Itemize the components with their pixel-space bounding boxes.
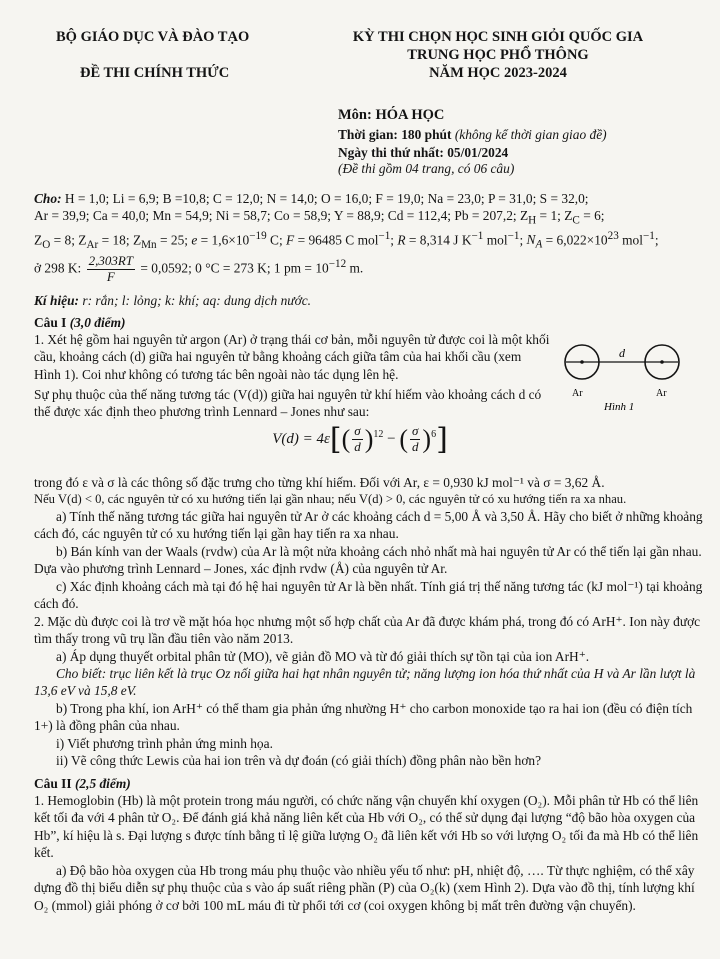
subject-line: Môn: HÓA HỌC	[338, 107, 445, 123]
official-exam-label: ĐỀ THI CHÍNH THỨC	[80, 65, 230, 81]
figure-1-argon-atoms	[560, 336, 700, 414]
question-1-part-a: a) Tính thế năng tương tác giữa hai nguyên tử Ar ở các khoảng cách d = 5,00 Å và 3,50 Å. Hãy cho biết ở những khoảng cách đó, các nguyên tử có xu hướng tiến lại gần hay tiến ra xa nhau.	[34, 509, 703, 542]
time-line: Thời gian: 180 phút (không kể thời gian giao đề)	[338, 127, 607, 142]
question-1-heading: Câu I (3,0 điểm)	[34, 315, 126, 330]
subject-name: HÓA HỌC	[375, 107, 445, 123]
question-2-part-a: a) Độ bão hòa oxygen của Hb trong máu phụ thuộc vào nhiều yếu tố như: pH, nhiệt độ, …. Từ thực nghiệm, có thể xây dựng đồ thị biểu diễn sự phụ thuộc của s vào áp suất riêng phần (P) của O₂(k) (xem Hình 2). Dựa vào đồ thị, tính lượng khí O₂ (mmol) giải phóng ở cơ bởi 100 mL máu đi từ phổi tới cơ (coi oxygen không bị mất trên đường vận chuyển).	[34, 863, 695, 913]
distance-label: d	[619, 346, 625, 360]
question-1-item-2b-ii: ii) Vẽ công thức Lewis của hai ion trên và dự đoán (có giải thích) đồng phân nào bền hơn?	[56, 753, 542, 768]
exam-title-2: TRUNG HỌC PHỔ THÔNG	[407, 47, 589, 63]
atom-center-right	[660, 360, 664, 364]
lennard-jones-equation: V(d) = 4ε[( $\frac{\sigma}{d}$ )$^{12}$ − ( $\frac{\sigma}{d}$ )$^6$]	[272, 422, 448, 457]
question-1-item-2a: a) Áp dụng thuyết orbital phân tử (MO), vẽ giản đồ MO và từ đó giải thích sự tồn tại của ion ArH⁺.	[56, 649, 590, 664]
exam-title-1: KỲ THI CHỌN HỌC SINH GIỎI QUỐC GIA	[352, 29, 644, 45]
question-1-paragraph-4: Nếu V(d) < 0, các nguyên tử có xu hướng tiến lại gần nhau; nếu V(d) > 0, các nguyên tử có xu hướng tiến ra xa nhau.	[34, 492, 627, 506]
figure-1-caption: Hình 1	[604, 401, 635, 413]
ministry-name: BỘ GIÁO DỤC VÀ ĐÀO TẠO	[56, 29, 250, 45]
question-1-part-b: b) Bán kính van der Waals (rvdw) của Ar là một nửa khoảng cách nhỏ nhất mà hai nguyên tử Ar có thể tiến lại gần nhau. Dựa vào phương trình Lennard – Jones, xác định rvdw (Å) của nguyên tử Ar.	[34, 544, 702, 577]
question-2-heading: Câu II (2,5 điểm)	[34, 776, 131, 791]
pages-note: (Đề thi gồm 04 trang, có 06 câu)	[338, 161, 515, 176]
nernst-fraction: $\frac{2,303RT}{F}$	[88, 253, 134, 285]
question-1-item-2a-note: Cho biết: trục liên kết là trục Oz nối giữa hai hạt nhân nguyên tử; năng lượng ion hóa thứ nhất của H và Ar lần lượt là 13,6 eV và 15,8 eV.	[34, 666, 696, 699]
question-1-item-2b: b) Trong pha khí, ion ArH⁺ có thể tham gia phản ứng nhường H⁺ cho carbon monoxide tạo ra hai ion (đều có điện tích 1+) là đồng phân của nhau.	[34, 701, 693, 734]
question-2-paragraph-1: 1. Hemoglobin (Hb) là một protein trong máu người, có chức năng vận chuyển khí oxygen (O₂). Mỗi phân tử Hb có thể liên kết tối đa với 4 phân tử O₂. Để đánh giá khả năng liên kết của Hb với O₂, có thể sử dụng đại lượng “độ bão hòa oxygen của Hb”, kí hiệu là s. Đại lượng s được tính bằng tỉ lệ giữa lượng O₂ đã liên kết với Hb so với lượng O₂ tối đa mà Hb có thể liên kết.	[34, 793, 699, 861]
question-1-part-c: c) Xác định khoảng cách mà tại đó hệ hai nguyên tử Ar là bền nhất. Tính giá trị thế năng tương tác (kJ mol⁻¹) tại khoảng cách đó.	[34, 579, 703, 612]
question-1-item-2: 2. Mặc dù được coi là trơ về mặt hóa học nhưng một số hợp chất của Ar đã được khám phá, trong đó có ArH⁺. Ion này được tìm thấy trong vũ trụ lần đầu tiên vào năm 2013.	[34, 614, 701, 647]
atom-label-left: Ar	[572, 388, 583, 399]
exam-year: NĂM HỌC 2023-2024	[429, 65, 567, 81]
question-1-paragraph-2: Sự phụ thuộc của thế năng tương tác (V(d)) giữa hai nguyên tử khí hiếm vào khoảng cách d có thể được xác định theo phương trình Lennard – Jones như sau:	[34, 387, 542, 420]
question-1-item-2b-i: i) Viết phương trình phản ứng minh họa.	[56, 736, 273, 751]
date-line: Ngày thi thứ nhất: 05/01/2024	[338, 145, 509, 160]
question-1-paragraph-1: 1. Xét hệ gồm hai nguyên tử argon (Ar) ở trạng thái cơ bản, mỗi nguyên tử được coi là một khối cầu, khoảng cách (d) giữa hai nguyên tử bằng khoảng cách giữa tâm của hai khối cầu (xem Hình 1). Coi như không có tương tác bên ngoài nào tác dụng lên hệ.	[34, 332, 550, 382]
atom-label-right: Ar	[656, 388, 667, 399]
given-constants: Cho: H = 1,0; Li = 6,9; B =10,8; C = 12,0; N = 14,0; O = 16,0; F = 19,0; Na = 23,0; P = 31,0; S = 32,0; Ar = 39,9; Ca = 40,0; Mn = 54,9; Ni = 58,7; Co = 58,9; Y = 88,9; Cd = 112,4; Pb = 207,2; $Z_H = 1$; $Z_C = 6$; $Z_O = 8$; $Z_{Ar} = 18$; $Z_{Mn} = 25$; $e = 1,6\times 10^{-19}$ C; F = 96485 C mol$^{-1}$; R = 8,314 J $K^{-1}$ mol$^{-1}$; $N_A = 6,022\times 10^{23}$ mol$^{-1}$; ở 298 K: $\frac{2,303RT}{F}$ = 0,0592; 0 °C = 273 K; 1 pm = $10^{-12}$ m.	[34, 191, 659, 285]
notation-line: Kí hiệu: r: rắn; l: lỏng; k: khí; aq: dung dịch nước.	[34, 293, 312, 308]
question-1-paragraph-3: trong đó ε và σ là các thông số đặc trưng cho từng khí hiếm. Đối với Ar, ε = 0,930 kJ mol⁻¹ và σ = 3,62 Å.	[34, 475, 605, 490]
atom-center-left	[580, 360, 584, 364]
